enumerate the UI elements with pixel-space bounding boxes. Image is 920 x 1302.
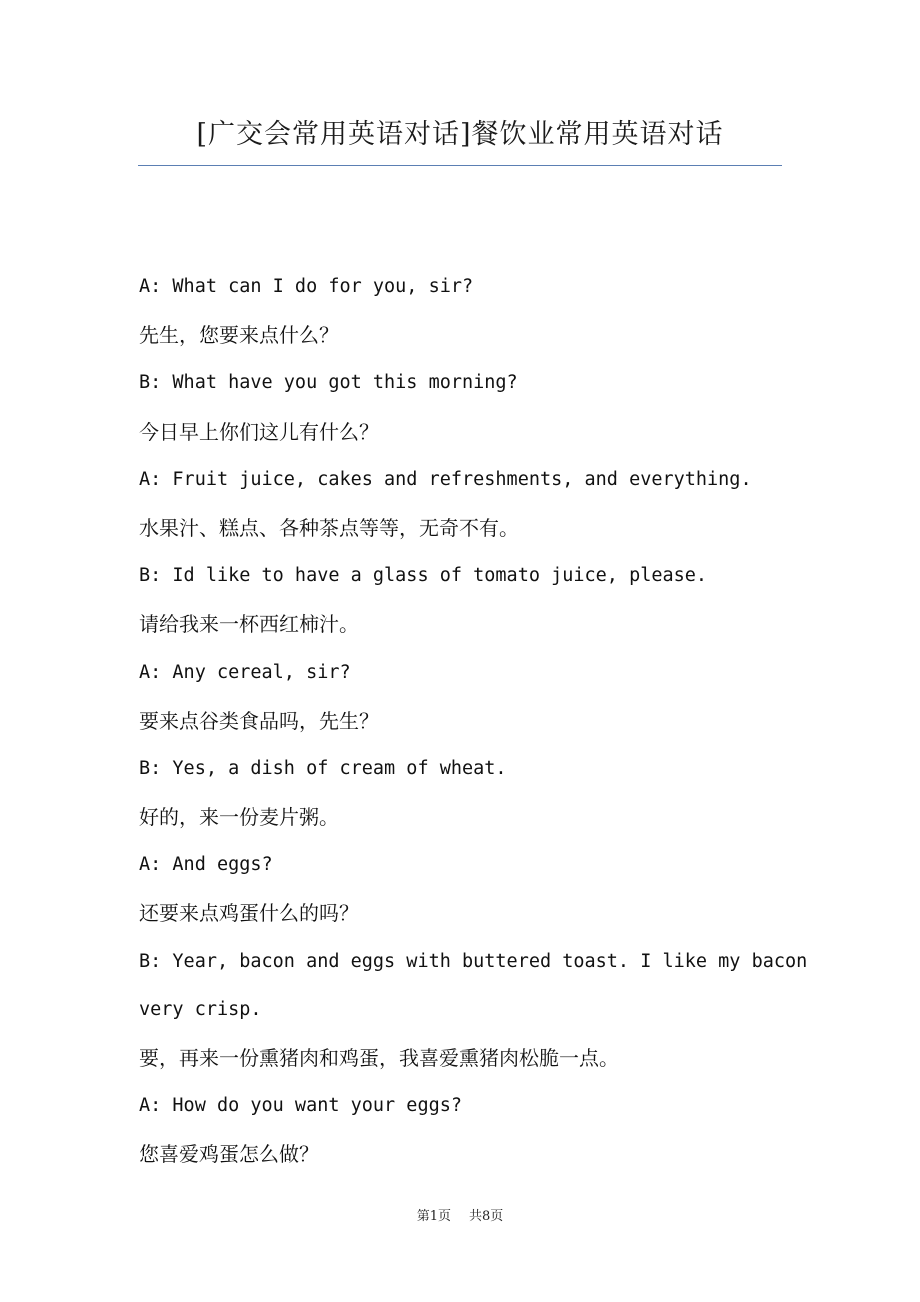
dialogue-line: 要来点谷类食品吗，先生？ xyxy=(139,708,379,733)
dialogue-line: A: Fruit juice, cakes and refreshments, and everything. xyxy=(139,468,752,490)
dialogue-line: B: Yes, a dish of cream of wheat. xyxy=(139,757,507,779)
dialogue-line: A: Any cereal, sir? xyxy=(139,661,351,683)
dialogue-line: 先生，您要来点什么？ xyxy=(139,323,339,348)
page-total: 共8页 xyxy=(469,1209,504,1224)
dialogue-line: very crisp. xyxy=(139,998,262,1020)
title-underline xyxy=(138,165,782,166)
dialogue-line: B: Id like to have a glass of tomato juice, please. xyxy=(139,565,708,587)
page-number: 第1页 xyxy=(416,1209,451,1224)
dialogue-line: B: What have you got this morning? xyxy=(139,372,518,394)
dialogue-line: A: How do you want your eggs? xyxy=(139,1095,463,1117)
dialogue-line: A: What can I do for you, sir? xyxy=(139,276,474,297)
dialogue-line: A: And eggs? xyxy=(139,854,273,876)
dialogue-line: B: Year, bacon and eggs with buttered toast. I like my bacon xyxy=(139,950,808,972)
document-title: [广交会常用英语对话]餐饮业常用英语对话 xyxy=(196,119,724,150)
page-footer xyxy=(0,1205,920,1224)
dialogue-line: 您喜爱鸡蛋怎么做？ xyxy=(139,1142,319,1167)
dialogue-line: 请给我来一杯西红柿汁。 xyxy=(139,612,359,637)
dialogue-body xyxy=(139,270,808,1186)
dialogue-line: 今日早上你们这儿有什么？ xyxy=(139,419,379,444)
dialogue-line: 还要来点鸡蛋什么的吗？ xyxy=(139,901,359,926)
dialogue-line: 好的，来一份麦片粥。 xyxy=(139,805,339,830)
dialogue-line: 水果汁、糕点、各种茶点等等，无奇不有。 xyxy=(139,515,519,540)
dialogue-line: 要，再来一份熏猪肉和鸡蛋，我喜爱熏猪肉松脆一点。 xyxy=(139,1046,619,1070)
